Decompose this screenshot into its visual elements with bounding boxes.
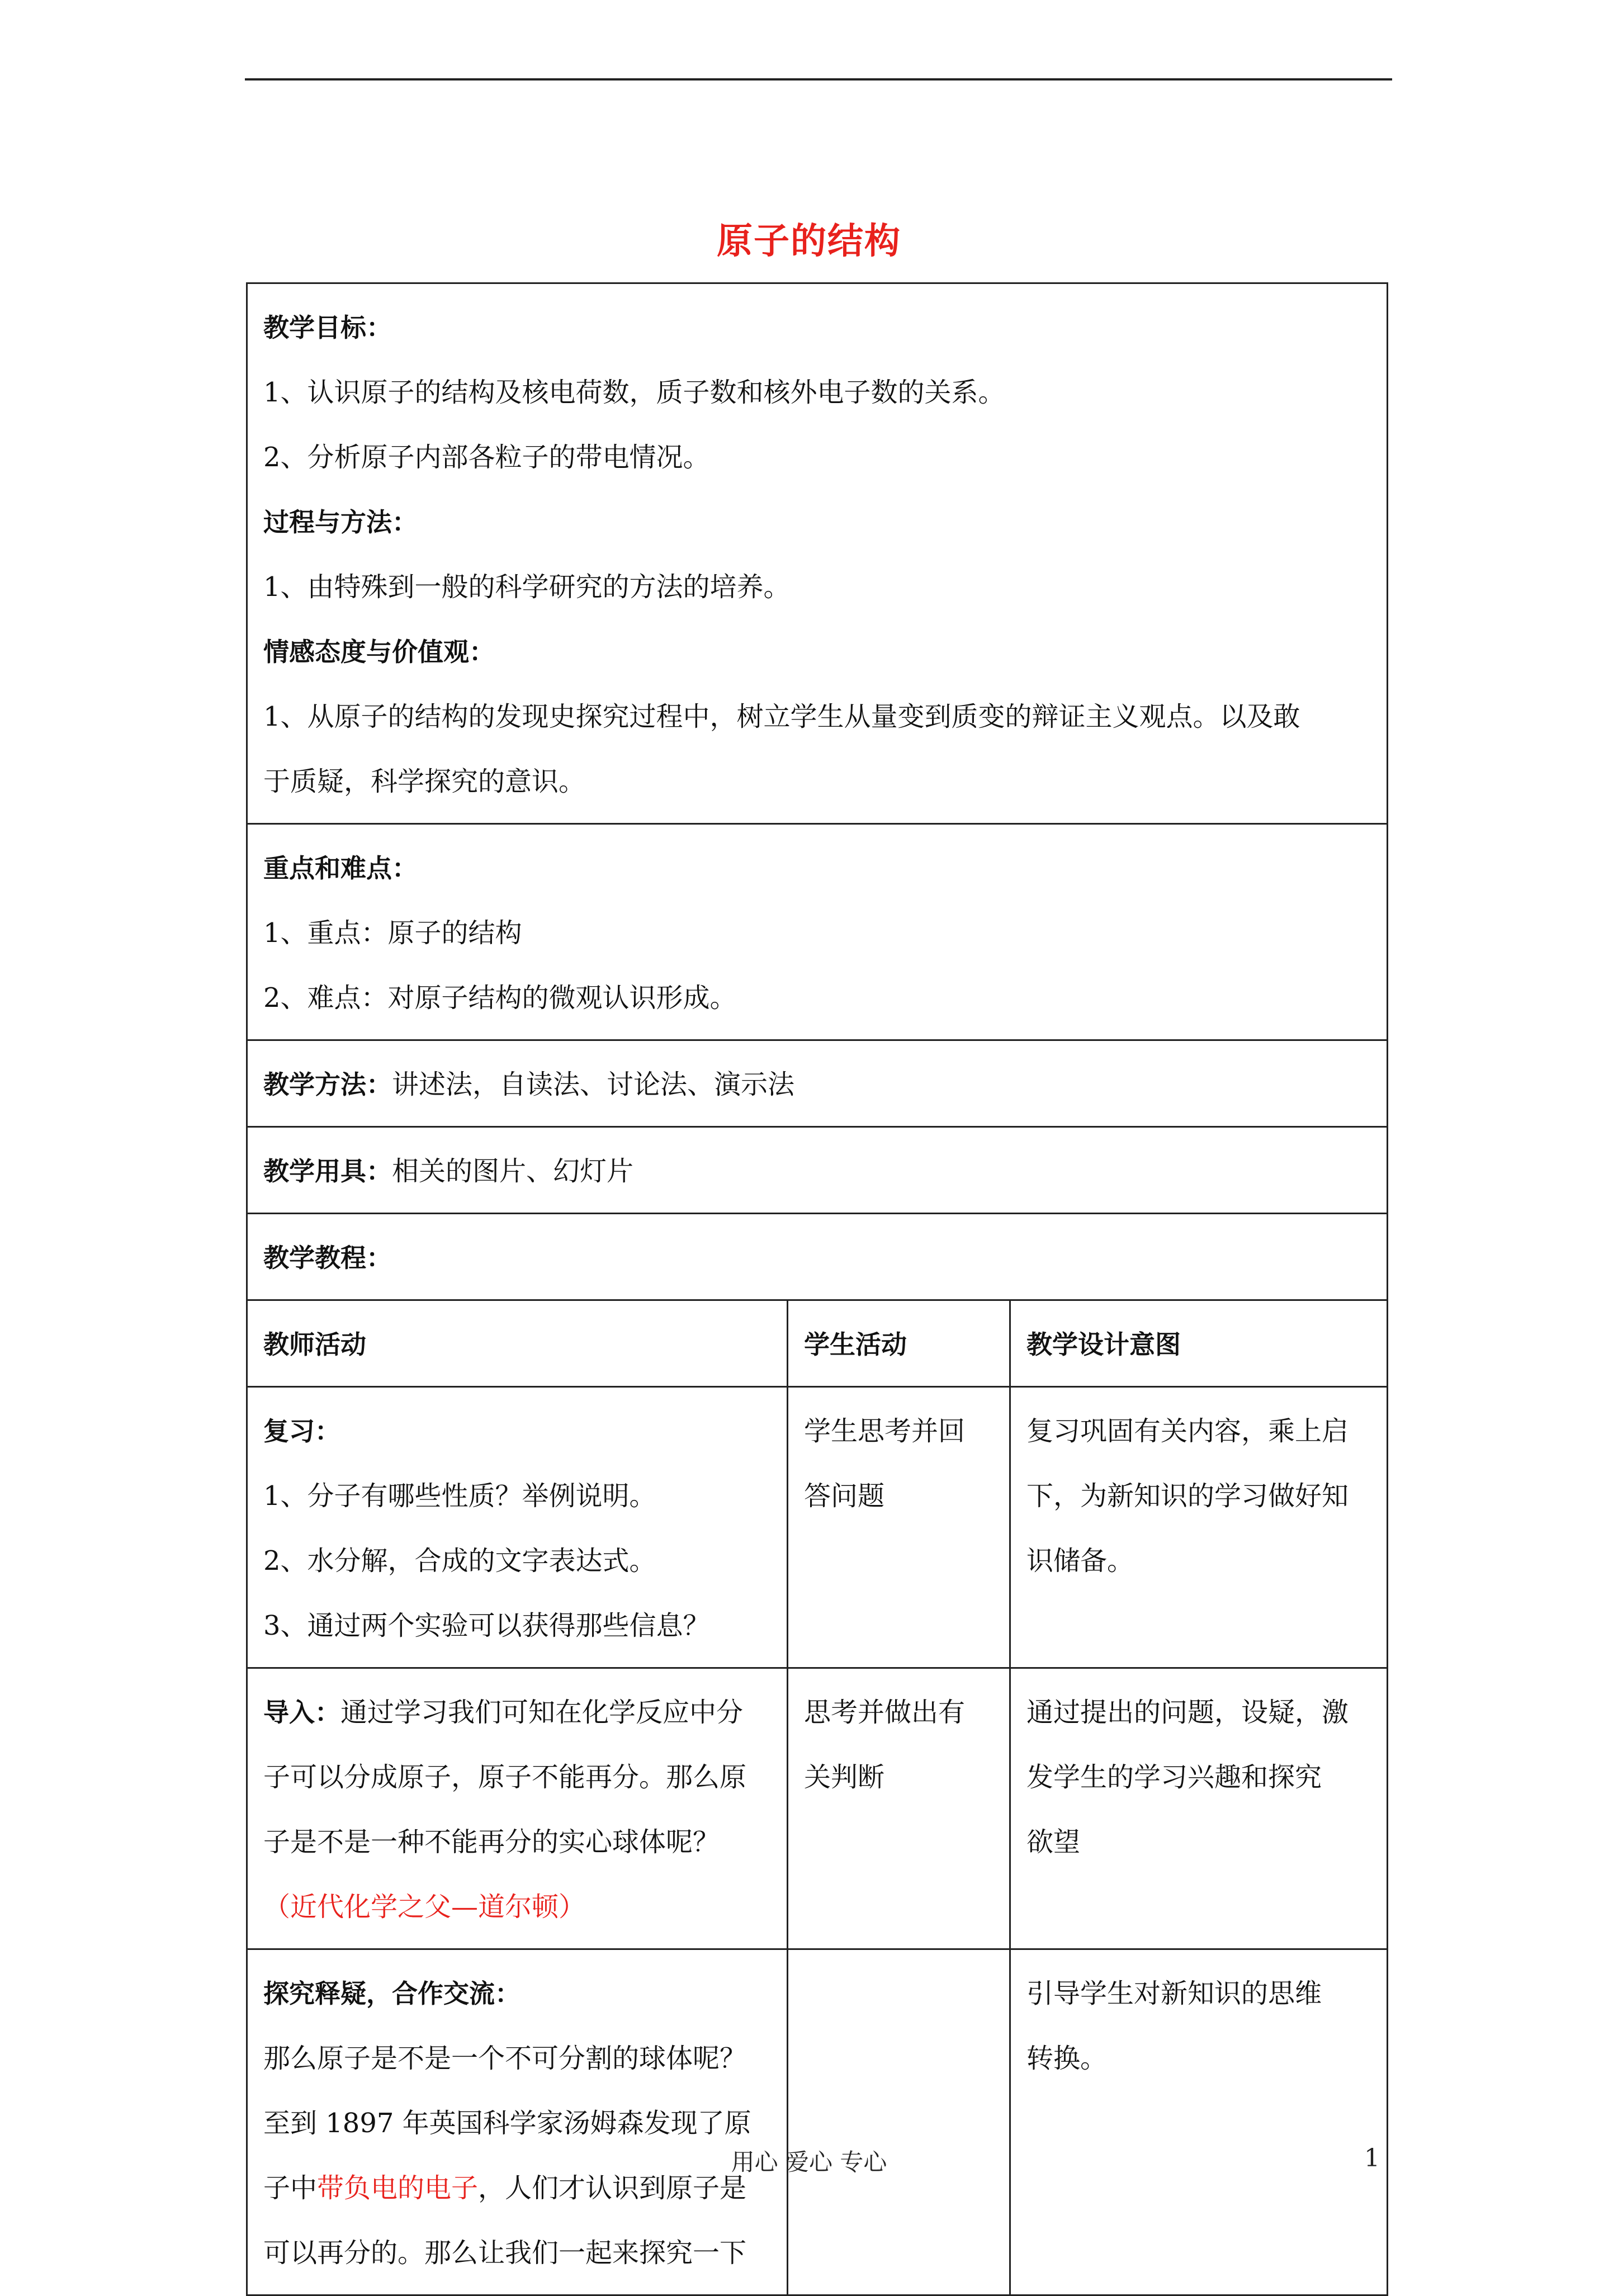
review-heading: 复习： (263, 1416, 340, 1446)
intro-heading: 导入： (263, 1697, 340, 1727)
teacher-activity-cell (247, 1387, 788, 1668)
column-header (247, 1300, 788, 1387)
teacher-line: 3、通过两个实验可以获得那些信息？ (263, 1610, 710, 1641)
design-intent-cell (1010, 1668, 1388, 1949)
intent-line: 欲望 (1026, 1826, 1081, 1858)
table-row (247, 1387, 1388, 1668)
objective-item: 1、认识原子的结构及核电荷数，质子数和核外电子数的关系。 (263, 377, 1005, 408)
intent-line: 转换。 (1026, 2043, 1108, 2074)
header-rule (245, 78, 1392, 81)
method-row (247, 1040, 1388, 1127)
student-activity-cell (788, 1387, 1010, 1668)
teacher-line: 可以再分的。那么让我们一起来探究一下 (263, 2237, 747, 2269)
column-header-student: 学生活动 (804, 1329, 907, 1360)
table-row (247, 1949, 1388, 2295)
process-heading-row (247, 1214, 1388, 1300)
intent-line: 引导学生对新知识的思维 (1026, 1978, 1322, 2009)
column-header-row (247, 1300, 1388, 1387)
intent-line: 下，为新知识的学习做好知 (1026, 1480, 1349, 1512)
teacher-activity-cell (247, 1668, 788, 1949)
emotion-line: 于质疑，科学探究的意识。 (263, 766, 586, 797)
tools-label: 教学用具： (263, 1156, 392, 1186)
lesson-plan-table (246, 282, 1388, 2296)
page-number: 1 (1364, 2144, 1380, 2172)
design-intent-cell (1010, 1949, 1388, 2295)
method-label: 教学方法： (263, 1069, 392, 1100)
tools-cell (247, 1127, 1388, 1214)
key-points-cell (247, 824, 1388, 1040)
teacher-line: 子中 (263, 2172, 318, 2204)
tools-value: 相关的图片、幻灯片 (392, 1156, 634, 1187)
student-line: 关判断 (804, 1762, 885, 1793)
process-heading-cell (247, 1214, 1388, 1300)
column-header (1010, 1300, 1388, 1387)
student-activity-cell (788, 1949, 1010, 2295)
explore-heading: 探究释疑，合作交流： (263, 1978, 521, 2009)
objectives-cell (247, 283, 1388, 824)
key-points-row (247, 824, 1388, 1040)
student-line: 答问题 (804, 1480, 885, 1512)
table-row (247, 1668, 1388, 1949)
dalton-note: （近代化学之父—道尔顿） (263, 1891, 586, 1923)
teacher-line: 2、水分解，合成的文字表达式。 (263, 1545, 656, 1577)
emotion-line: 1、从原子的结构的发现史探究过程中，树立学生从量变到质变的辩证主义观点。以及敢 (263, 701, 1300, 732)
key-point-item: 1、重点：原子的结构 (263, 917, 522, 949)
key-points-heading: 重点和难点： (263, 853, 418, 883)
teacher-line: ，人们才认识到原子是 (478, 2172, 747, 2204)
column-header-teacher: 教师活动 (263, 1329, 366, 1360)
column-header-intent: 教学设计意图 (1026, 1329, 1181, 1360)
teacher-line: 那么原子是不是一个不可分割的球体呢？ (263, 2043, 747, 2074)
column-header (788, 1300, 1010, 1387)
electron-highlight: 带负电的电子 (317, 2172, 479, 2204)
intent-line: 识储备。 (1026, 1545, 1134, 1577)
design-intent-cell (1010, 1387, 1388, 1668)
student-line: 学生思考并回 (804, 1416, 966, 1447)
footer-slogan: 用心 爱心 专心 (731, 2148, 887, 2176)
process-method-item: 1、由特殊到一般的科学研究的方法的培养。 (263, 571, 791, 603)
objectives-row (247, 283, 1388, 824)
emotion-heading: 情感态度与价值观： (263, 637, 495, 667)
intent-line: 通过提出的问题，设疑，激 (1026, 1697, 1349, 1728)
key-point-item: 2、难点：对原子结构的微观认识形成。 (263, 982, 737, 1014)
tools-row (247, 1127, 1388, 1214)
objectives-heading: 教学目标： (263, 313, 392, 343)
document-title: 原子的结构 (717, 221, 901, 262)
process-method-heading: 过程与方法： (263, 507, 418, 537)
method-value: 讲述法，自读法、讨论法、演示法 (392, 1069, 795, 1100)
process-heading: 教学教程： (263, 1243, 392, 1273)
method-cell (247, 1040, 1388, 1127)
teacher-line: 1、分子有哪些性质？举例说明。 (263, 1480, 656, 1512)
teacher-line: 子可以分成原子，原子不能再分。那么原 (263, 1762, 747, 1793)
student-line: 思考并做出有 (804, 1697, 966, 1728)
teacher-line: 通过学习我们可知在化学反应中分 (340, 1697, 744, 1728)
intent-line: 发学生的学习兴趣和探究 (1026, 1762, 1322, 1793)
student-activity-cell (788, 1668, 1010, 1949)
objective-item: 2、分析原子内部各粒子的带电情况。 (263, 442, 710, 473)
teacher-activity-cell (247, 1949, 788, 2295)
teacher-line: 子是不是一种不能再分的实心球体呢？ (263, 1826, 720, 1858)
intent-line: 复习巩固有关内容，乘上启 (1026, 1416, 1349, 1447)
teacher-line: 至到 1897 年英国科学家汤姆森发现了原 (263, 2108, 751, 2139)
